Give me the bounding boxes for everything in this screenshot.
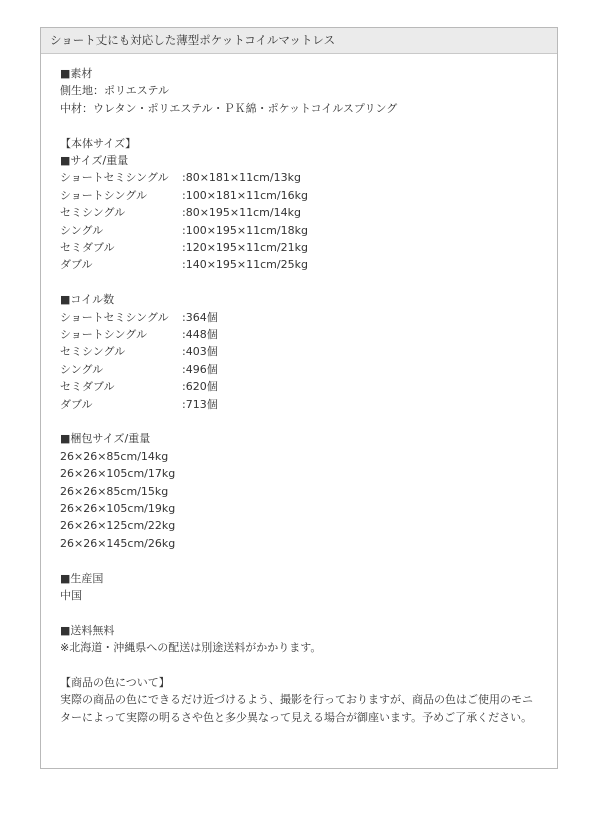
size-row — [60, 256, 543, 273]
size-weight-heading: ■サイズ/重量 — [60, 154, 129, 168]
size-row — [60, 239, 543, 256]
coil-count-value: :620個 — [182, 380, 218, 394]
package-size-item: 26×26×85cm/15kg — [60, 484, 169, 498]
coil-row — [60, 396, 543, 413]
coil-size-name: ショートシングル — [60, 327, 147, 341]
size-name: セミシングル — [60, 206, 126, 220]
spec-content — [60, 65, 543, 726]
coil-count-value: :448個 — [182, 327, 218, 341]
size-value: :140×195×11cm/25kg — [182, 258, 308, 272]
size-value: :100×181×11cm/16kg — [182, 188, 308, 202]
panel-header-title: ショート丈にも対応した薄型ポケットコイルマットレス — [41, 28, 557, 54]
color-note-heading: 【商品の色について】 — [60, 675, 170, 689]
coil-row — [60, 326, 543, 343]
package-size-heading: ■梱包サイズ/重量 — [60, 432, 151, 446]
coil-count-value: :713個 — [182, 397, 218, 411]
coil-size-name: ダブル — [60, 397, 93, 411]
package-size-item: 26×26×105cm/19kg — [60, 501, 176, 515]
product-spec-panel — [40, 27, 558, 769]
material-inner: 中材：ウレタン・ポリエステル・ＰＫ綿・ポケットコイルスプリング — [60, 101, 398, 115]
size-value: :100×195×11cm/18kg — [182, 223, 308, 237]
coil-count-heading: ■コイル数 — [60, 293, 115, 307]
package-size-item: 26×26×105cm/17kg — [60, 467, 176, 481]
origin-value: 中国 — [60, 588, 82, 602]
size-name: ショートセミシングル — [60, 171, 169, 185]
coil-row — [60, 378, 543, 395]
coil-size-name: ショートセミシングル — [60, 310, 169, 324]
package-size-item: 26×26×85cm/14kg — [60, 449, 169, 463]
coil-size-name: セミダブル — [60, 380, 115, 394]
origin-heading: ■生産国 — [60, 571, 104, 585]
package-size-item: 26×26×145cm/26kg — [60, 536, 176, 550]
size-row — [60, 187, 543, 204]
coil-row — [60, 361, 543, 378]
material-heading: ■素材 — [60, 67, 93, 80]
size-row — [60, 204, 543, 221]
coil-count-value: :403個 — [182, 345, 218, 359]
coil-count-value: :364個 — [182, 310, 218, 324]
coil-size-name: セミシングル — [60, 345, 126, 359]
coil-row — [60, 343, 543, 360]
material-side-fabric: 側生地：ポリエステル — [60, 84, 170, 98]
color-note-text: 実際の商品の色にできるだけ近づけるよう、撮影を行っておりますが、商品の色はご使用のモニターによって実際の明るさや色と多少異なって見える場合が御座います。予めご了承ください。 — [60, 693, 533, 724]
coil-row — [60, 309, 543, 326]
size-name: シングル — [60, 223, 104, 237]
size-row — [60, 222, 543, 239]
size-name: セミダブル — [60, 240, 115, 254]
shipping-note: ※北海道・沖縄県への配送は別途送料がかかります。 — [60, 641, 322, 655]
body-size-heading: 【本体サイズ】 — [60, 136, 137, 150]
size-value: :120×195×11cm/21kg — [182, 240, 308, 254]
package-size-item: 26×26×125cm/22kg — [60, 519, 176, 533]
size-row — [60, 169, 543, 186]
coil-count-value: :496個 — [182, 362, 218, 376]
coil-size-name: シングル — [60, 362, 104, 376]
size-name: ショートシングル — [60, 188, 147, 202]
size-value: :80×195×11cm/14kg — [182, 206, 301, 220]
size-name: ダブル — [60, 258, 93, 272]
size-value: :80×181×11cm/13kg — [182, 171, 301, 185]
free-shipping-heading: ■送料無料 — [60, 623, 115, 637]
